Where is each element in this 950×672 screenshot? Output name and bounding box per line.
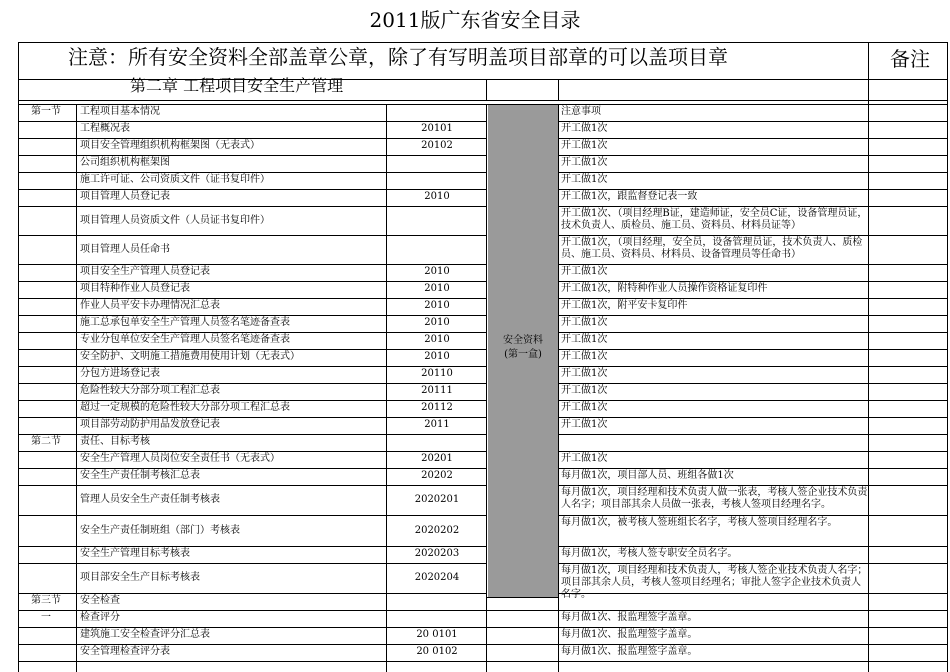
note-cell: 开工做1次 [561,351,608,362]
item-name-cell: 项目部劳动防护用品发放登记表 [80,419,220,430]
code-cell: 2010 [424,191,450,202]
section-cell [18,123,74,137]
note-cell: 每月做1次，被考核人签班组长名字，考核人签项目经理名字。 [561,517,838,528]
section-cell: 第一节 [31,106,61,117]
row-line-right [558,610,947,611]
table-right-border [947,42,948,672]
code-cell: 20102 [421,140,453,151]
code-cell [389,595,485,609]
code-cell: 2020201 [414,494,460,505]
row-line-right [558,121,947,122]
section-cell [18,525,74,537]
note-cell: 开工做1次 [561,368,608,379]
code-cell [389,436,485,450]
row-line-left [18,627,486,628]
note-cell: 开工做1次 [561,334,608,345]
section-cell: 第二节 [31,436,61,447]
item-name-cell: 工程项目基本情况 [80,106,160,117]
note-cell: 开工做1次 [561,174,608,185]
chapter-bottom-border [18,100,948,101]
row-line-right [558,138,947,139]
note-cell: 开工做1次 [561,140,608,151]
note-cell: 开工做1次 [561,419,608,430]
notice-text: 注意：所有安全资料全部盖章公章，除了有写明盖项目部章的可以盖项目章 [68,45,728,69]
row-line-left [18,349,486,350]
note-cell: 开工做1次 [561,123,608,134]
row-line-left [18,104,486,105]
chapter-divider [486,79,487,100]
note-cell: 每月做1次、报监理签字盖章。 [561,629,698,640]
row-line-right [558,627,947,628]
row-line-left [18,281,486,282]
item-name-cell: 安全生产管理人员岗位安全责任书（无表式） [80,453,280,464]
row-line-left [18,235,486,236]
item-name-cell: 危险性较大分部分项工程汇总表 [80,385,220,396]
item-name-cell: 安全生产责任制考核汇总表 [80,470,200,481]
note-cell: 每月做1次，考核人签专职安全员名字。 [561,548,738,559]
row-line-left [18,610,486,611]
item-name-cell: 专业分包单位安全生产管理人员签名笔迹备查表 [80,334,290,345]
row-line-right [558,515,947,516]
section-cell [18,140,74,154]
code-cell: 20112 [421,402,453,413]
chapter-title: 第二章 工程项目安全生产管理 [130,76,344,95]
row-line-right [558,206,947,207]
note-cell: 开工做1次，附特种作业人员操作资格证复印件 [561,283,768,294]
row-line-right [558,563,947,564]
row-line-right [558,593,947,594]
code-cell: 20 0102 [416,646,458,657]
code-cell [389,106,485,120]
row-line-left [18,155,486,156]
section-cell [18,191,74,205]
item-name-cell: 安全生产责任制班组（部门）考核表 [80,525,240,536]
row-line-left [18,563,486,564]
row-line-left [18,515,486,516]
note-cell: 每月做1次，项目经理和技术负责人做一张表，考核人签企业技术负责人名字；项目部其余人员做一张表，考核人签项目经理名字。 [561,487,868,510]
row-line-right [558,349,947,350]
row-line-right [558,417,947,418]
box-label [488,334,558,362]
row-line-left [18,366,486,367]
code-cell: 20201 [421,453,453,464]
item-name-cell: 项目特种作业人员登记表 [80,283,190,294]
code-cell [389,174,485,188]
row-line-right [558,298,947,299]
item-name-cell: 安全防护、文明施工措施费用使用计划（无表式） [80,351,300,362]
row-line-right [558,189,947,190]
row-line-right [558,400,947,401]
row-line-left [18,400,486,401]
code-cell: 2010 [424,300,450,311]
item-name-cell: 检查评分 [80,612,120,623]
note-cell: 开工做1次、（项目经理B证，建造师证，安全员C证，设备管理员证，技术负责人、质检员、施工员、资料员、材料员证等） [561,208,868,231]
row-line-right [558,264,947,265]
section-cell [18,646,74,660]
row-line-right [558,661,947,662]
box-label-line: 安全资料 [503,335,543,346]
chapter-divider-2 [558,79,559,100]
code-cell: 20101 [421,123,453,134]
section-cell [18,385,74,399]
row-line-box [486,644,558,645]
section-cell [18,300,74,314]
row-line-left [18,451,486,452]
remark-column-border [868,42,869,672]
note-cell: 开工做1次 [561,317,608,328]
row-line-left [18,206,486,207]
section-cell: 第三节 [31,595,61,606]
row-line-left [18,383,486,384]
row-line-right [558,451,947,452]
page-title: 2011版广东省安全目录 [369,8,581,32]
code-cell: 20202 [421,470,453,481]
row-line-left [18,138,486,139]
code-cell: 20 0101 [416,629,458,640]
code-cell: 2010 [424,334,450,345]
code-cell: 2010 [424,351,450,362]
section-cell [18,419,74,433]
section-cell [18,572,74,584]
row-line-left [18,468,486,469]
row-line-right [558,155,947,156]
table-top-border [18,42,948,43]
item-name-cell: 公司组织机构框架图 [80,157,170,168]
row-line-right [558,485,947,486]
row-line-left [18,417,486,418]
code-cell [389,157,485,171]
section-cell [18,157,74,171]
note-cell: 每月做1次，项目部人员、班组各做1次 [561,470,734,481]
code-cell: 2010 [424,266,450,277]
row-line-left [18,121,486,122]
item-name-cell: 作业人员平安卡办理情况汇总表 [80,300,220,311]
section-cell [18,470,74,484]
item-name-cell: 安全管理检查评分表 [80,646,170,657]
note-cell: 开工做1次 [561,402,608,413]
note-cell: 开工做1次，（项目经理，安全员，设备管理员证，技术负责人、质检员、施工员、资料员、材料员、设备管理员等任命书） [561,237,863,260]
row-line-right [558,383,947,384]
box-bottom-line [486,597,558,598]
item-name-cell: 施工总承包单安全生产管理人员签名笔迹备查表 [80,317,290,328]
note-cell: 开工做1次 [561,453,608,464]
row-line-left [18,332,486,333]
section-cell: 一 [41,612,51,623]
item-name-cell: 项目安全生产管理人员登记表 [80,266,210,277]
row-line-box [486,610,558,611]
section-cell [18,317,74,331]
row-line-box [486,661,558,662]
row-line-left [18,264,486,265]
item-name-cell: 建筑施工安全检查评分汇总表 [80,629,210,640]
remark-header: 备注 [890,47,930,71]
item-name-cell: 项目管理人员资质文件（人员证书复印件） [80,215,270,226]
section-cell [18,368,74,382]
note-cell: 每月做1次，项目经理和技术负责人，考核人签企业技术负责人名字；项目部其余人员，考核人签项目经理名；审批人签字企业技术负责人名字。 [561,565,868,600]
row-line-right [558,644,947,645]
item-name-cell: 项目安全管理组织机构框架图（无表式） [80,140,260,151]
section-cell [18,244,74,256]
code-cell: 2020203 [414,548,460,559]
note-cell: 开工做1次 [561,385,608,396]
item-name-cell: 安全生产管理目标考核表 [80,548,190,559]
section-cell [18,215,74,227]
section-cell [18,174,74,188]
item-name-cell: 工程概况表 [80,123,130,134]
code-cell: 2020204 [414,572,460,583]
row-line-right [558,434,947,435]
row-line-right [558,366,947,367]
row-line-right [558,332,947,333]
item-name-cell: 项目部安全生产目标考核表 [80,572,200,583]
row-line-right [558,281,947,282]
row-line-right [558,315,947,316]
section-cell [18,548,74,562]
row-line-right [558,104,947,105]
section-cell [18,266,74,280]
section-cell [18,351,74,365]
item-name-cell: 管理人员安全生产责任制考核表 [80,494,220,505]
section-cell [18,629,74,643]
note-cell: 每月做1次、报监理签字盖章。 [561,612,698,623]
row-line-left [18,189,486,190]
notice-bottom-border [18,79,948,80]
note-cell [561,436,868,450]
note-cell: 开工做1次，跟监督登记表一致 [561,191,698,202]
code-cell: 2020202 [414,525,460,536]
row-line-right [558,468,947,469]
row-line-box [486,627,558,628]
code-cell [389,612,485,626]
row-line-left [18,661,486,662]
row-line-left [18,546,486,547]
section-cell [18,283,74,297]
section-cell [18,334,74,348]
note-cell: 开工做1次，附平安卡复印件 [561,300,688,311]
item-name-cell: 安全检查 [80,595,120,606]
code-cell: 2010 [424,283,450,294]
code-cell: 20111 [421,385,453,396]
row-line-right [558,235,947,236]
row-line-right [558,172,947,173]
code-cell [389,244,485,256]
row-line-left [18,485,486,486]
item-name-cell: 项目管理人员登记表 [80,191,170,202]
note-cell: 开工做1次 [561,157,608,168]
row-line-left [18,644,486,645]
note-cell: 注意事项 [561,106,601,117]
note-cell: 开工做1次 [561,266,608,277]
note-cell [561,595,868,609]
section-cell [18,453,74,467]
section-cell [18,402,74,416]
code-cell: 20110 [421,368,453,379]
row-line-box [486,104,558,105]
item-name-cell: 责任、目标考核 [80,436,150,447]
row-line-left [18,172,486,173]
code-column-border [486,104,487,672]
code-cell [389,215,485,227]
code-cell: 2010 [424,317,450,328]
item-name-cell: 分包方进场登记表 [80,368,160,379]
row-line-left [18,315,486,316]
code-cell: 2011 [424,419,450,430]
item-name-cell: 项目管理人员任命书 [80,244,170,255]
item-name-cell: 施工许可证、公司资质文件（证书复印件） [80,174,270,185]
row-line-left [18,298,486,299]
note-cell: 每月做1次、报监理签字盖章。 [561,646,698,657]
section-cell [18,494,74,506]
row-line-right [558,546,947,547]
row-line-left [18,593,486,594]
item-name-cell: 超过一定规模的危险性较大分部分项工程汇总表 [80,402,290,413]
row-line-left [18,434,486,435]
box-label-line: (第一盒) [504,349,542,360]
